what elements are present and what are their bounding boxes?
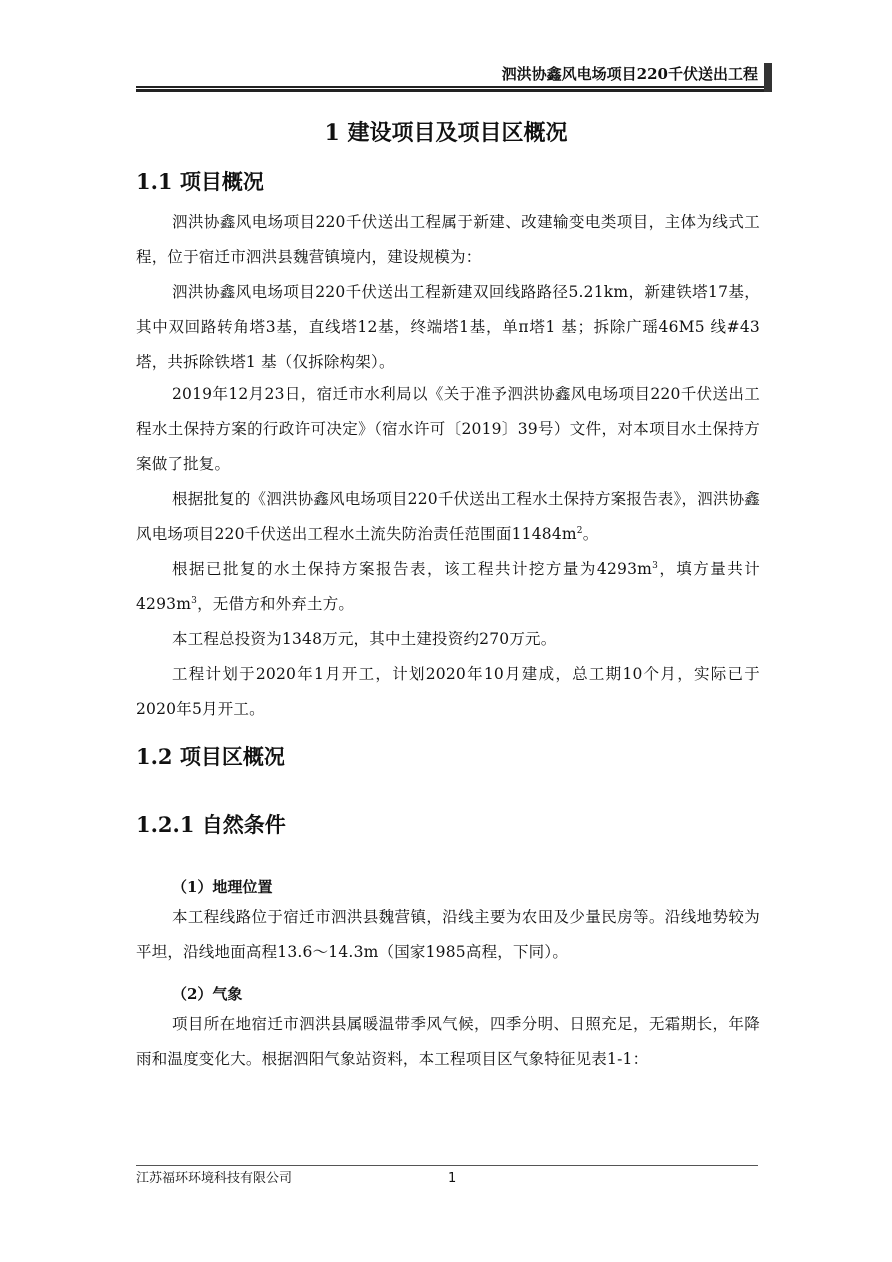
footer-rule xyxy=(136,1165,758,1166)
paragraph-overview: 泗洪协鑫风电场项目220千伏送出工程属于新建、改建输变电类项目，主体为线式工程，位于宿迁市泗洪县魏营镇境内，建设规模为： xyxy=(136,213,760,266)
footer-company: 江苏福环环境科技有限公司 xyxy=(136,1171,293,1186)
paragraph-climate: 项目所在地宿迁市泗洪县属暖温带季风气候，四季分明、日照充足，无霜期长，年降雨和温度变化大。根据泗阳气象站资料，本工程项目区气象特征见表1-1： xyxy=(136,1015,760,1068)
paragraph-earthwork xyxy=(136,552,760,622)
section-title-1-1: 1.1 项目概况 xyxy=(136,169,264,194)
page-number: 1 xyxy=(448,1171,457,1186)
subsection-title-location: （1）地理位置 xyxy=(172,878,273,896)
paragraph-responsibility-area xyxy=(136,482,760,552)
header-rule-thick xyxy=(136,89,766,92)
earthwork-text-c: ，无借方和外弃土方。 xyxy=(197,595,355,613)
punctuation: 。 xyxy=(582,525,599,543)
paragraph-scale: 泗洪协鑫风电场项目220千伏送出工程新建双回线路路径5.21km，新建铁塔17基，其中双回路转角塔3基，直线塔12基，终端塔1基，单π塔1 基；拆除广瑶46M5 线#43 塔，共拆除铁塔1 基（仅拆除构架）。 xyxy=(136,283,760,371)
section-title-1-2-1: 1.2.1 自然条件 xyxy=(136,812,286,837)
superscript-2: 2 xyxy=(576,525,583,536)
superscript-3a: 3 xyxy=(652,560,659,571)
header-title: 泗洪协鑫风电场项目220千伏送出工程 xyxy=(501,65,758,83)
paragraph-investment: 本工程总投资为1348万元，其中土建投资约270万元。 xyxy=(172,630,557,648)
paragraph-location: 本工程线路位于宿迁市泗洪县魏营镇，沿线主要为农田及少量民房等。沿线地势较为平坦，沿线地面高程13.6～14.3m（国家1985高程，下同）。 xyxy=(136,908,760,961)
paragraph-schedule: 工程计划于2020年1月开工，计划2020年10月建成，总工期10个月，实际已于2020年5月开工。 xyxy=(136,665,760,718)
header-rule-thin xyxy=(136,86,766,88)
earthwork-text-a: 根据已批复的水土保持方案报告表，该工程共计挖方量为4293m xyxy=(172,560,653,578)
superscript-3b: 3 xyxy=(191,595,198,606)
earthwork-text-b: ，填方量共计4293m xyxy=(136,560,760,613)
chapter-title: 1 建设项目及项目区概况 xyxy=(324,120,568,146)
section-title-1-2: 1.2 项目区概况 xyxy=(136,744,285,769)
subsection-title-climate: （2）气象 xyxy=(172,985,243,1003)
header-decor-block xyxy=(764,63,772,92)
responsibility-area-text: 根据批复的《泗洪协鑫风电场项目220千伏送出工程水土保持方案报告表》，泗洪协鑫风电场项目220千伏送出工程水土流失防治责任范围面11484m xyxy=(136,490,760,543)
paragraph-approval: 2019年12月23日，宿迁市水利局以《关于准予泗洪协鑫风电场项目220千伏送出工程水土保持方案的行政许可决定》（宿水许可〔2019〕39号）文件，对本项目水土保持方案做了批复。 xyxy=(136,385,760,473)
